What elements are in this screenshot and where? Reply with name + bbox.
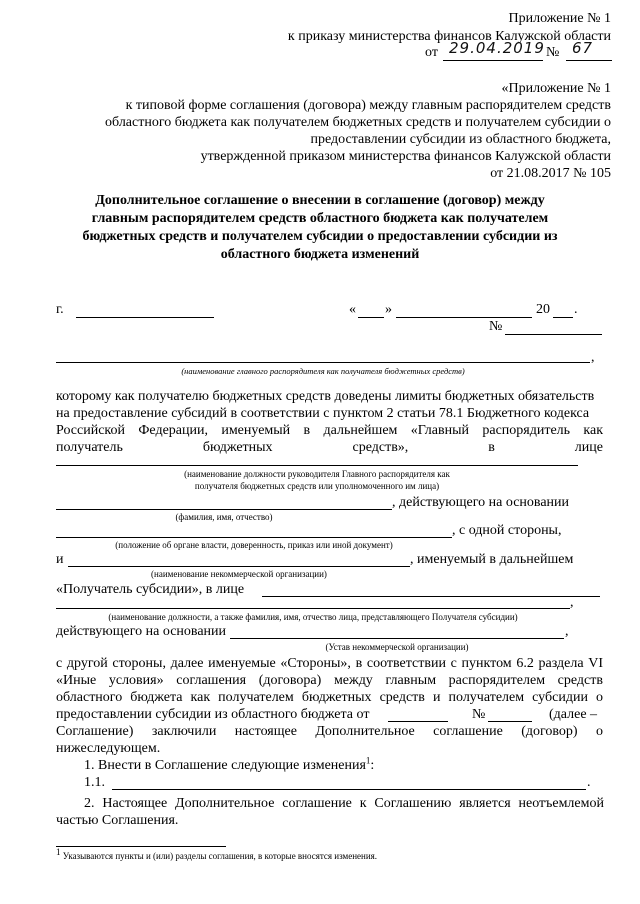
acting-basis2-text: действующего на основании: [56, 624, 227, 639]
caption-recipient-rep: (наименование должности, а также фамилия, имя, отчество лица, представляющего Получателя субсидии): [108, 612, 518, 622]
order-number-handwritten: 67: [572, 39, 594, 57]
para2-line6: нижеследующем.: [56, 741, 161, 756]
item11-prefix: 1.1.: [84, 775, 105, 790]
caption-authority-basis: (положение об органе власти, доверенность, приказ или иной документ): [115, 540, 393, 550]
footnote-text: Указываются пункты и (или) разделы соглашения, в которые вносятся изменения.: [62, 851, 378, 861]
quoted-appendix-line6: от 21.08.2017 № 105: [490, 166, 611, 181]
quoted-appendix-line1: «Приложение № 1: [501, 81, 611, 96]
para2-line4c: (далее –: [549, 707, 598, 722]
footnote: [56, 847, 378, 862]
item2-line2: частью Соглашения.: [56, 813, 179, 828]
appendix-to: к приказу министерства финансов Калужской области: [287, 29, 611, 44]
date-period: .: [574, 302, 578, 317]
para2-line4b: №: [472, 707, 486, 722]
para1-line4: получатель бюджетных средств», в лице: [56, 440, 603, 455]
caption-head-position-2: получателя бюджетных средств или уполномоченного им лица): [194, 481, 440, 491]
document-title-line1: Дополнительное соглашение о внесении в соглашение (договор) между: [95, 193, 545, 208]
number-sign: №: [489, 319, 503, 334]
quoted-appendix-line2: к типовой форме соглашения (договора) между главным распорядителем средств: [125, 98, 611, 113]
distributor-comma: ,: [591, 350, 595, 365]
order-date-prefix: от: [425, 45, 438, 60]
para1-line3: Российской Федерации, именуемый в дальнейшем «Главный распорядитель как: [56, 423, 603, 438]
caption-head-position-1: (наименование должности руководителя Главного распорядителя как: [184, 469, 450, 479]
city-prefix: г.: [56, 302, 64, 317]
appendix-title: Приложение № 1: [508, 11, 611, 26]
and-prefix: и: [56, 552, 64, 567]
document-title-line4: областного бюджета изменений: [220, 247, 420, 262]
para2-line3: областного бюджета как получателем бюджетных средств и получателем субсидии о: [56, 690, 603, 705]
hereinafter-text: , именуемый в дальнейшем: [410, 552, 574, 567]
recipient-in-person: «Получатель субсидии», в лице: [56, 582, 245, 597]
recipient-comma: ,: [570, 595, 574, 610]
para2-line5: Соглашение) заключили настоящее Дополнительное соглашение (договор) о: [56, 724, 603, 739]
item1-colon: :: [370, 758, 375, 773]
para2-line2: «Иные условия» соглашения (договора) между главным распорядителем средств: [56, 673, 603, 688]
caption-nonprofit-name: (наименование некоммерческой организации): [151, 569, 327, 579]
quoted-appendix-line4: предоставлении субсидии из областного бюджета,: [310, 132, 611, 147]
document-title-line2: главным распорядителем средств областного бюджета как получателем: [91, 211, 549, 226]
para1-line1: которому как получателю бюджетных средств доведены лимиты бюджетных обязательств: [56, 389, 595, 404]
item2-line1: 2. Настоящее Дополнительное соглашение к Соглашению является неотъемлемой: [84, 796, 604, 811]
quoted-appendix-line3: областного бюджета как получателем бюджетных средств и получателем субсидии о: [105, 115, 611, 130]
item1-text: 1. Внести в Соглашение следующие изменения: [84, 758, 366, 773]
caption-full-name: (фамилия, имя, отчество): [175, 512, 273, 522]
caption-main-distributor: (наименование главного распорядителя как получателя бюджетных средств): [181, 366, 465, 376]
para1-line2: на предоставление субсидий в соответствии с пунктом 2 статьи 78.1 Бюджетного кодекса: [56, 406, 590, 421]
one-side-text: , с одной стороны,: [452, 523, 562, 538]
caption-charter: (Устав некоммерческой организации): [325, 642, 469, 652]
item1-footnote-mark: 1: [365, 755, 371, 766]
order-date-handwritten: 29.04.2019: [449, 39, 545, 57]
item11-end: .: [587, 775, 591, 790]
item1: [84, 757, 374, 774]
quoted-appendix-line5: утвержденной приказом министерства финансов Калужской области: [200, 149, 611, 164]
para2-line1: с другой стороны, далее именуемые «Стороны», в соответствии с пунктом 6.2 раздела VI: [56, 656, 603, 671]
date-quote-close: »: [385, 302, 392, 317]
date-quote-open: «: [349, 302, 356, 317]
order-number-prefix: №: [546, 45, 560, 60]
acting-basis-text: , действующего на основании: [392, 495, 570, 510]
footnote-mark: 1: [56, 847, 61, 857]
document-title-line3: бюджетных средств и получателем субсидии о предоставлении субсидии из: [82, 229, 558, 244]
charter-comma: ,: [565, 624, 569, 639]
year-prefix: 20: [536, 302, 550, 317]
para2-line4a: предоставлении субсидии из областного бюджета от: [56, 707, 370, 722]
